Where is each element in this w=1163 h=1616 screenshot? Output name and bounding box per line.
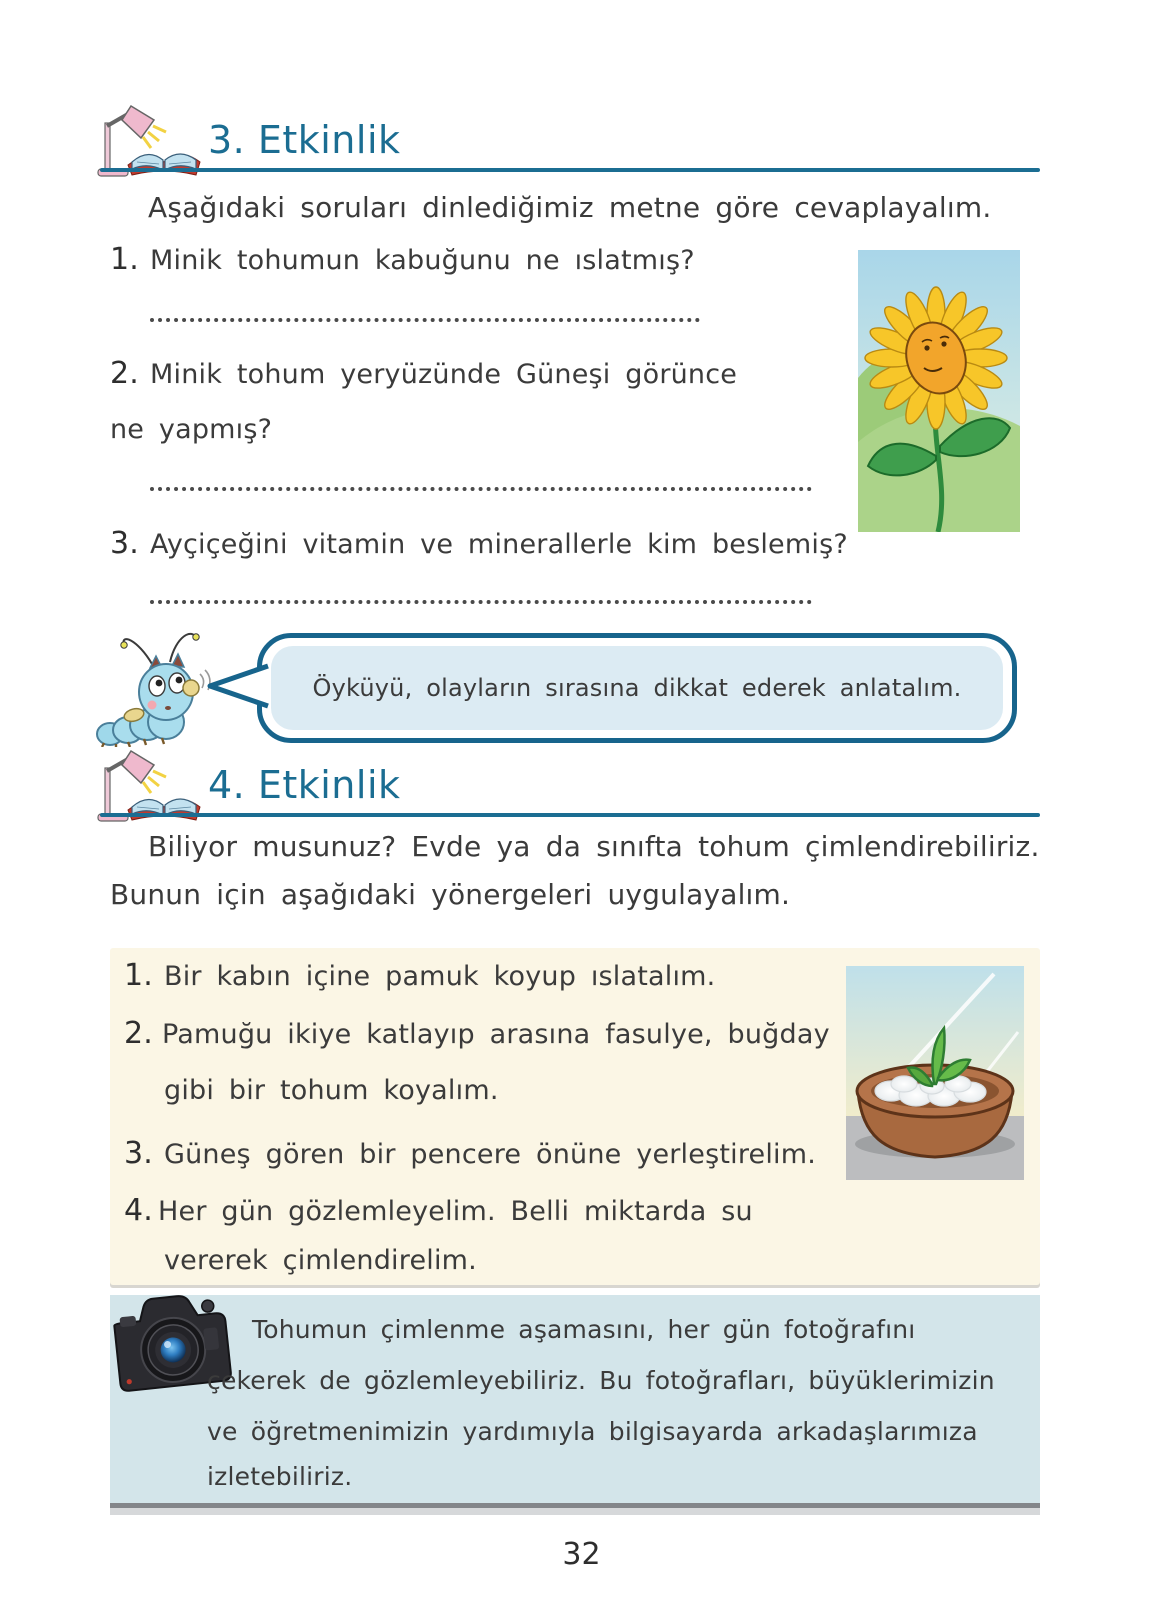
activity4-divider — [100, 813, 1040, 817]
step4-number: 4. — [124, 1193, 154, 1228]
question2-text-line2: ne yapmış? — [110, 414, 273, 445]
speech-bubble — [257, 633, 1017, 743]
step2-text-line1: Pamuğu ikiye katlayıp arasına fasulye, buğday — [162, 1019, 830, 1050]
step4-text-line2: vererek çimlendirelim. — [164, 1245, 477, 1276]
activity4-title: 4. Etkinlik — [208, 763, 401, 807]
step1-number: 1. — [124, 958, 154, 993]
step2-number: 2. — [124, 1016, 154, 1051]
activity3-title: 3. Etkinlik — [208, 118, 401, 162]
info-line-1: Tohumun çimlenme aşamasını, her gün fotoğrafını — [252, 1315, 916, 1344]
info-line-2: çekerek de gözlemleyebiliriz. Bu fotoğrafları, büyüklerimizin — [207, 1366, 995, 1395]
activity4-intro-line1: Biliyor musunuz? Evde ya da sınıfta tohum çimlendirebiliriz. — [148, 830, 1040, 863]
step3-text: Güneş gören bir pencere önüne yerleştirelim. — [164, 1139, 817, 1170]
question3-text: Ayçiçeğini vitamin ve minerallerle kim beslemiş? — [150, 529, 848, 560]
step4-text-line1: Her gün gözlemleyelim. Belli miktarda su — [158, 1196, 753, 1227]
sunflower-illustration — [858, 250, 1020, 532]
seed-pot-illustration — [846, 966, 1024, 1180]
lamp-book-icon — [95, 748, 205, 823]
question3-number: 3. — [110, 526, 140, 561]
activity3-intro: Aşağıdaki soruları dinlediğimiz metne göre cevaplayalım. — [148, 191, 992, 224]
speech-bubble-body — [271, 646, 1003, 730]
speech-bubble-text: Öyküyü, olayların sırasına dikkat ederek anlatalım. — [312, 674, 962, 702]
answer-line-3 — [150, 600, 812, 604]
step1-text: Bir kabın içine pamuk koyup ıslatalım. — [164, 961, 716, 992]
answer-line-1 — [150, 318, 700, 322]
activity3-divider — [100, 168, 1040, 172]
activity4-intro-line2: Bunun için aşağıdaki yönergeleri uygulayalım. — [110, 878, 791, 911]
page-number: 32 — [562, 1537, 601, 1572]
step3-number: 3. — [124, 1136, 154, 1171]
answer-line-2 — [150, 487, 812, 491]
question1-number: 1. — [110, 242, 140, 277]
lamp-book-icon — [95, 103, 205, 178]
speech-bubble-tail — [206, 662, 270, 710]
question2-number: 2. — [110, 356, 140, 391]
step2-text-line2: gibi bir tohum koyalım. — [164, 1075, 499, 1106]
question2-text-line1: Minik tohum yeryüzünde Güneşi görünce — [150, 359, 738, 390]
instructions-box — [110, 948, 1040, 1285]
info-line-4: izletebiliriz. — [207, 1462, 353, 1491]
question1-text: Minik tohumun kabuğunu ne ıslatmış? — [150, 245, 695, 276]
info-line-3: ve öğretmenimizin yardımıyla bilgisayarda arkadaşlarımıza — [207, 1417, 978, 1446]
